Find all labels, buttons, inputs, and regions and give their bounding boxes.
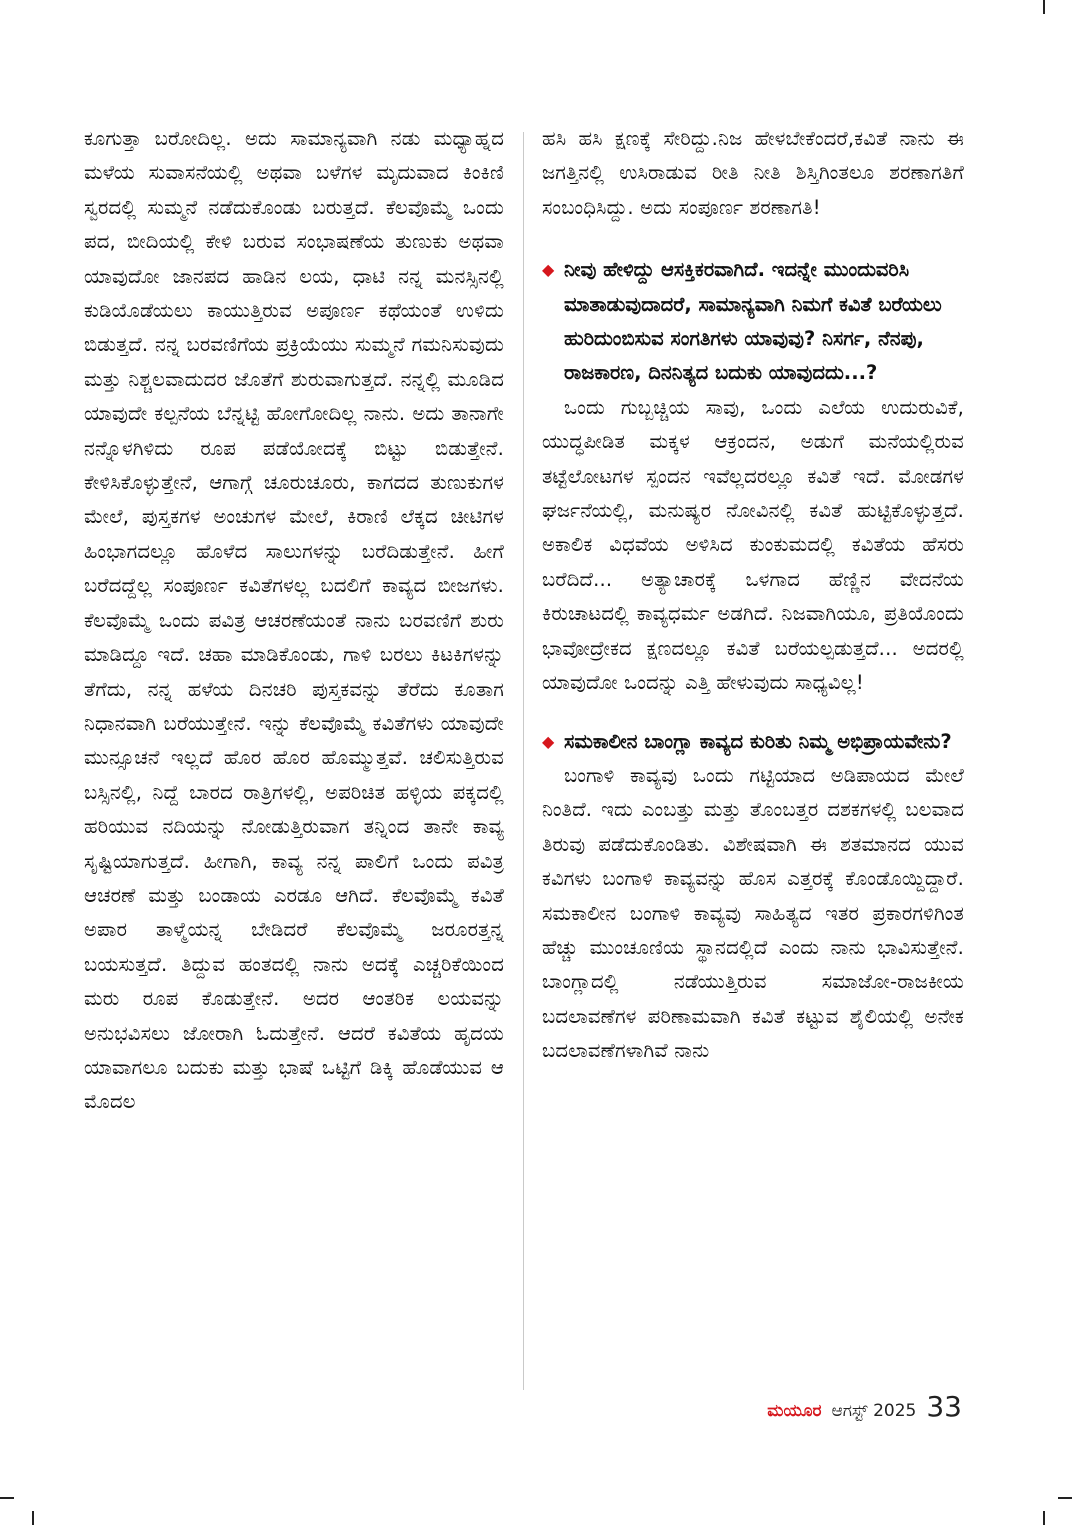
answer-paragraph-2: ಬಂಗಾಳಿ ಕಾವ್ಯವು ಒಂದು ಗಟ್ಟಿಯಾದ ಅಡಿಪಾಯದ ಮೇಲೆ ನಿಂತಿದೆ. ಇದು ಎಂಬತ್ತು ಮತ್ತು ತೊಂಬತ್ತರ ದಶಕಗಳಲ್ಲಿ ಬಲವಾದ ತಿರುವು ಪಡೆದುಕೊಂಡಿತು. ವಿಶೇಷವಾಗಿ ಈ ಶತಮಾನದ ಯುವ ಕವಿಗಳು ಬಂಗಾಳಿ ಕಾವ್ಯವನ್ನು ಹೊಸ ಎತ್ತರಕ್ಕೆ ಕೊಂಡೊಯ್ದಿದ್ದಾರೆ. ಸಮಕಾಲೀನ ಬಂಗಾಳಿ ಕಾವ್ಯವು ಸಾಹಿತ್ಯದ ಇತರ ಪ್ರಕಾರಗಳಿಗಿಂತ ಹೆಚ್ಚು ಮುಂಚೂಣಿಯ ಸ್ಥಾನದಲ್ಲಿದೆ ಎಂದು ನಾನು ಭಾವಿಸುತ್ತೇನೆ. ಬಾಂಗ್ಲಾದಲ್ಲಿ ನಡೆಯುತ್ತಿರುವ ಸಮಾಜೋ-ರಾಜಕೀಯ ಬದಲಾವಣೆಗಳ ಪರಿಣಾಮವಾಗಿ ಕವಿತೆ ಕಟ್ಟುವ ಶೈಲಿಯಲ್ಲಿ ಅನೇಕ ಬದಲಾವಣೆಗಳಾಗಿವೆ ನಾನು bbox=[542, 763, 964, 1063]
answer-paragraph-1: ಒಂದು ಗುಬ್ಬಚ್ಚಿಯ ಸಾವು, ಒಂದು ಎಲೆಯ ಉದುರುವಿಕೆ, ಯುದ್ಧಪೀಡಿತ ಮಕ್ಕಳ ಆಕ್ರಂದನ, ಅಡುಗೆ ಮನೆಯಲ್ಲಿರುವ ತಟ್ಟೆಲೋಟಗಳ ಸ್ಪಂದನ ಇವೆಲ್ಲದರಲ್ಲೂ ಕವಿತೆ ಇದೆ. ಮೋಡಗಳ ಘರ್ಜನೆಯಲ್ಲಿ, ಮನುಷ್ಯರ ನೋವಿನಲ್ಲಿ ಕವಿತೆ ಹುಟ್ಟಿಕೊಳ್ಳುತ್ತದೆ. ಅಕಾಲಿಕ ವಿಧವೆಯ ಅಳಿಸಿದ ಕುಂಕುಮದಲ್ಲಿ ಕವಿತೆಯ ಹೆಸರು ಬರೆದಿದೆ... ಅತ್ಯಾಚಾರಕ್ಕೆ ಒಳಗಾದ ಹೆಣ್ಣಿನ ವೇದನೆಯ ಕಿರುಚಾಟದಲ್ಲಿ ಕಾವ್ಯಧರ್ಮ ಅಡಗಿದೆ. ನಿಜವಾಗಿಯೂ, ಪ್ರತಿಯೊಂದು ಭಾವೋದ್ರೇಕದ ಕ್ಷಣದಲ್ಲೂ ಕವಿತೆ ಬರೆಯಲ್ಪಡುತ್ತದೆ... ಅದರಲ್ಲಿ ಯಾವುದೋ ಒಂದನ್ನು ಎತ್ತಿ ಹೇಳುವುದು ಸಾಧ್ಯವಿಲ್ಲ! bbox=[542, 395, 964, 695]
column-divider bbox=[523, 132, 524, 1390]
crop-mark-left-bottom bbox=[0, 1497, 14, 1499]
crop-mark-top-right bbox=[1043, 0, 1045, 14]
question-text: ನೀವು ಹೇಳಿದ್ದು ಆಸಕ್ತಿಕರವಾಗಿದೆ. ಇದನ್ನೇ ಮುಂದುವರಿಸಿ ಮಾತಾಡುವುದಾದರೆ, ಸಾಮಾನ್ಯವಾಗಿ ನಿಮಗೆ ಕವಿತೆ ಬರೆಯಲು ಹುರಿದುಂಬಿಸುವ ಸಂಗತಿಗಳು ಯಾವುವು? ನಿಸರ್ಗ, ನೆನಪು, ರಾಜಕಾರಣ, ದಿನನಿತ್ಯದ ಬದುಕು ಯಾವುದದು...? bbox=[564, 258, 942, 385]
issue-date: ಆಗಸ್ಟ್ 2025 bbox=[831, 1401, 917, 1421]
body-paragraph: ಕೂಗುತ್ತಾ ಬರೋದಿಲ್ಲ. ಅದು ಸಾಮಾನ್ಯವಾಗಿ ನಡು ಮಧ್ಯಾಹ್ನದ ಮಳೆಯ ಸುವಾಸನೆಯಲ್ಲಿ ಅಥವಾ ಬಳೆಗಳ ಮೃದುವಾದ ಕಿಂಕಿಣಿ ಸ್ವರದಲ್ಲಿ ಸುಮ್ಮನೆ ನಡೆದುಕೊಂಡು ಬರುತ್ತದೆ. ಕೆಲವೊಮ್ಮೆ ಒಂದು ಪದ, ಬೀದಿಯಲ್ಲಿ ಕೇಳಿ ಬರುವ ಸಂಭಾಷಣೆಯ ತುಣುಕು ಅಥವಾ ಯಾವುದೋ ಜಾನಪದ ಹಾಡಿನ ಲಯ, ಧಾಟಿ ನನ್ನ ಮನಸ್ಸಿನಲ್ಲಿ ಕುಡಿಯೊಡೆಯಲು ಕಾಯುತ್ತಿರುವ ಅಪೂರ್ಣ ಕಥೆಯಂತೆ ಉಳಿದು ಬಿಡುತ್ತದೆ. ನನ್ನ ಬರವಣಿಗೆಯ ಪ್ರಕ್ರಿಯೆಯು ಸುಮ್ಮನೆ ಗಮನಿಸುವುದು ಮತ್ತು ನಿಶ್ಚಲವಾದುದರ ಜೊತೆಗೆ ಶುರುವಾಗುತ್ತದೆ. ನನ್ನಲ್ಲಿ ಮೂಡಿದ ಯಾವುದೇ ಕಲ್ಪನೆಯ ಬೆನ್ನಟ್ಟಿ ಹೋಗೋದಿಲ್ಲ ನಾನು. ಅದು ತಾನಾಗೇ ನನ್ನೊಳಗಿಳಿದು ರೂಪ ಪಡೆಯೋದಕ್ಕೆ ಬಿಟ್ಟು ಬಿಡುತ್ತೇನೆ. ಕೇಳಿಸಿಕೊಳ್ಳುತ್ತೇನೆ, ಆಗಾಗ್ಗೆ ಚೂರುಚೂರು, ಕಾಗದದ ತುಣುಕುಗಳ ಮೇಲೆ, ಪುಸ್ತಕಗಳ ಅಂಚುಗಳ ಮೇಲೆ, ಕಿರಾಣಿ ಲೆಕ್ಕದ ಚೀಟಿಗಳ ಹಿಂಭಾಗದಲ್ಲೂ ಹೊಳೆದ ಸಾಲುಗಳನ್ನು ಬರೆದಿಡುತ್ತೇನೆ. ಹೀಗೆ ಬರೆದದ್ದೆಲ್ಲ ಸಂಪೂರ್ಣ ಕವಿತೆಗಳಲ್ಲ ಬದಲಿಗೆ ಕಾವ್ಯದ ಬೀಜಗಳು. ಕೆಲವೊಮ್ಮೆ ಒಂದು ಪವಿತ್ರ ಆಚರಣೆಯಂತೆ ನಾನು ಬರವಣಿಗೆ ಶುರು ಮಾಡಿದ್ದೂ ಇದೆ. ಚಹಾ ಮಾಡಿಕೊಂಡು, ಗಾಳಿ ಬರಲು ಕಿಟಕಿಗಳನ್ನು ತೆಗೆದು, ನನ್ನ ಹಳೆಯ ದಿನಚರಿ ಪುಸ್ತಕವನ್ನು ತೆರೆದು ಕೂತಾಗ ನಿಧಾನವಾಗಿ ಬರೆಯುತ್ತೇನೆ. ಇನ್ನು ಕೆಲವೊಮ್ಮೆ ಕವಿತೆಗಳು ಯಾವುದೇ ಮುನ್ಸೂಚನೆ ಇಲ್ಲದೆ ಹೊರ ಹೊರ ಹೊಮ್ಮುತ್ತವೆ. ಚಲಿಸುತ್ತಿರುವ ಬಸ್ಸಿನಲ್ಲಿ, ನಿದ್ದೆ ಬಾರದ ರಾತ್ರಿಗಳಲ್ಲಿ, ಅಪರಿಚಿತ ಹಳ್ಳಿಯ ಪಕ್ಕದಲ್ಲಿ ಹರಿಯುವ ನದಿಯನ್ನು ನೋಡುತ್ತಿರುವಾಗ ತನ್ನಿಂದ ತಾನೇ ಕಾವ್ಯ ಸೃಷ್ಟಿಯಾಗುತ್ತದೆ. ಹೀಗಾಗಿ, ಕಾವ್ಯ ನನ್ನ ಪಾಲಿಗೆ ಒಂದು ಪವಿತ್ರ ಆಚರಣೆ ಮತ್ತು ಬಂಡಾಯ ಎರಡೂ ಆಗಿದೆ. ಕೆಲವೊಮ್ಮೆ ಕವಿತೆ ಅಪಾರ ತಾಳ್ಮೆಯನ್ನ ಬೇಡಿದರೆ ಕೆಲವೊಮ್ಮೆ ಜರೂರತ್ತನ್ನ ಬಯಸುತ್ತದೆ. ತಿದ್ದುವ ಹಂತದಲ್ಲಿ ನಾನು ಅದಕ್ಕೆ ಎಚ್ಚರಿಕೆಯಿಂದ ಮರು ರೂಪ ಕೊಡುತ್ತೇನೆ. ಅದರ ಆಂತರಿಕ ಲಯವನ್ನು ಅನುಭವಿಸಲು ಜೋರಾಗಿ ಓದುತ್ತೇನೆ. ಆದರೆ ಕವಿತೆಯ ಹೃದಯ ಯಾವಾಗಲೂ ಬದುಕು ಮತ್ತು ಭಾಷೆ ಒಟ್ಟಿಗೆ ಡಿಕ್ಕಿ ಹೊಡೆಯುವ ಆ ಮೊದಲ bbox=[84, 127, 504, 1114]
left-column bbox=[84, 122, 504, 1120]
diamond-bullet-icon: ◆ bbox=[542, 731, 555, 751]
page-footer bbox=[767, 1390, 962, 1430]
page-number: 33 bbox=[926, 1390, 962, 1423]
crop-mark-bottom-right bbox=[1043, 1511, 1045, 1525]
question-text: ಸಮಕಾಲೀನ ಬಾಂಗ್ಲಾ ಕಾವ್ಯದ ಕುರಿತು ನಿಮ್ಮ ಅಭಿಪ್ರಾಯವೇನು? bbox=[564, 729, 952, 753]
interview-question-1 bbox=[542, 253, 964, 391]
interview-question-2 bbox=[542, 725, 964, 759]
magazine-logo: ಮಯೂರ bbox=[767, 1401, 822, 1421]
diamond-bullet-icon: ◆ bbox=[542, 260, 555, 280]
crop-mark-right-bottom bbox=[1058, 1497, 1072, 1499]
intro-paragraph: ಹಸಿ ಹಸಿ ಕ್ಷಣಕ್ಕೆ ಸೇರಿದ್ದು.ನಿಜ ಹೇಳಬೇಕೆಂದರೆ,ಕವಿತೆ ನಾನು ಈ ಜಗತ್ತಿನಲ್ಲಿ ಉಸಿರಾಡುವ ರೀತಿ ನೀತಿ ಶಿಸ್ತಿಗಿಂತಲೂ ಶರಣಾಗತಿಗೆ ಸಂಬಂಧಿಸಿದ್ದು. ಅದು ಸಂಪೂರ್ಣ ಶರಣಾಗತಿ! bbox=[542, 127, 964, 219]
crop-mark-bottom-left bbox=[32, 1511, 34, 1525]
right-column bbox=[542, 122, 964, 1069]
